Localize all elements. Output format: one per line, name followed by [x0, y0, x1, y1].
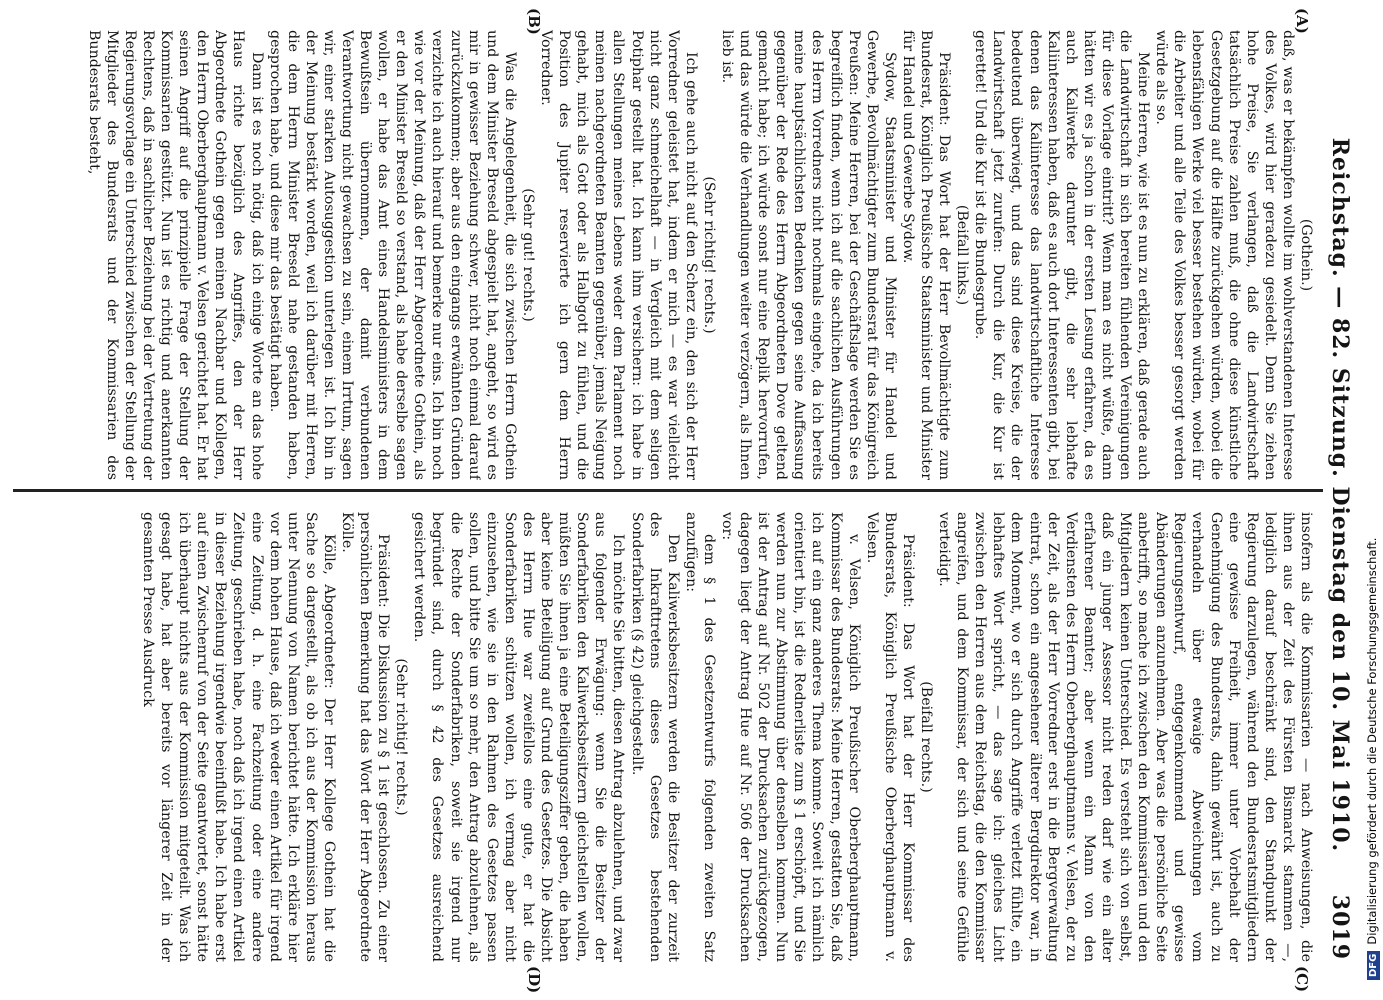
interjection: (Beifall links.)	[954, 204, 971, 306]
margin-marker-d: (D)	[525, 966, 543, 994]
paragraph-koelle: Kölle, Abgeordneter: Der Herr Kollege Gothein hat die Sache so dargestellt, als ob ich aus der Kommission heraus unter Nennung von Namen berichtet hätte. Ich erkläre hier vor dem hohen Hause, daß ich weder einen Artikel für irgend eine Zeitung, d. h. eine Fachzeitung oder eine andere Zeitung, geschrieben habe, noch daß ich irgend einen Artikel in dieser Beziehung irgendwie beeinflußt habe. Ich habe erst auf einen Zwischenruf von der Seite geantwortet, sonst hätte ich überhaupt nichts aus der Kommission mitgeteilt. Was ich gesagt habe, hat aber bereits vor längerer Zeit in der gesamten Presse Ausdruck	[140, 512, 337, 962]
paragraph-sydow: Sydow, Staatsminister und Minister für Handel und Gewerbe, Bevollmächtigter zum Bundesrat für das Königreich Preußen: Meine Herren, bei der Geschäftslage werden Sie es begreiflich finden, wenn ich auf die sachlichen Ausführungen des Herrn Vorredners nicht nochmals eingehe, da ich bereits meine hauptsächlichsten Bedenken gegen seine Auffassung gegenüber der Rede des Herrn Abgeordneten Dove geltend gemacht habe; ich würde sonst nur eine Replik hervorrufen, und das würde die Verhandlungen weiter verzögern, als Ihnen lieb ist.	[719, 30, 898, 480]
paragraph-president: Präsident: Das Wort hat der Herr Bevollmächtigte zum Bundesrat, Königlich Preußische Staatsminister und Minister für Handel und Gewerbe Sydow.	[899, 30, 953, 480]
interjection: (Sehr richtig! rechts.)	[393, 658, 410, 816]
paragraph: Ich gehe auch nicht auf den Scherz ein, den sich der Herr Vorredner geleistet hat, indem er mich — es war vielleicht nicht ganz schmeichelhaft — in Vergleich mit dem seligen Potiphar gestellt hat. Ich kann ihm versichern: ich habe in allen Stellungen meines Lebens weder dem Parlament noch meinen nachgeordneten Beamten gegenüber, jemals Neigung gehabt, mich als Gott oder als Halbgott zu fühlen, und die Position des Jupiter reservierte ich gern dem Herrn Vorredner.	[538, 30, 699, 480]
paragraph: daß, was er bekämpfen wollte im wohlverstandenen Interesse des Volkes, wird hier geradezu gesiedelt. Denn Sie ziehen hohe Preise, Sie verlangen, daß die Landwirtschaft tatsächlich Preise zahlen muß, die ohne diese künstliche Gesetzgebung auf die Hälfte zurückgehen würden, wobei die lebensfähigen Werke viel besser bestehen würden, wobei für die Arbeiter und alle Teile des Volkes besser gesorgt werden würde als so.	[1153, 30, 1296, 480]
paragraph-velsen: v. Velsen, Königlich Preußischer Oberberghauptmann, Kommissar des Bundesrats: Meine Herren, gestatten Sie, daß ich auf ein ganz anderes Thema komme. Soweit ich nämlich orientiert bin, ist die Rednerliste zum § 1 erschöpft, und Sie werden nun zur Abstimmung über denselben kommen. Nun ist der Antrag auf Nr. 502 der Drucksachen zurückgezogen, dagegen liegt der Antrag Hue auf Nr. 506 der Drucksachen vor:	[719, 512, 862, 962]
column-divider	[13, 489, 1323, 492]
interjection: (Sehr richtig! rechts.)	[700, 176, 717, 334]
paragraph: Dann ist es noch nötig, daß ich einige Worte an das hohe Haus richte bezüglich des Angriffes, den der Herr Abgeordnete Gothein gegen meinen Nachbar und Kollegen, den Herrn Oberberghauptmann v. Velsen gerichtet hat. Er hat seinen Angriff auf die prinzipielle Frage der Stellung der Kommissarien gestützt. Nun ist es richtig und anerkannten Rechtens, daß in sachlicher Beziehung bei der Vertretung der Regierungsvorlage ein Unterschied zwischen der Stellung der Mitglieder des Bundesrats und der Kommissarien des Bundesrats besteht,	[85, 30, 265, 480]
paragraph: insofern als die Kommissarien — nach Anweisungen, die ihnen aus der Zeit des Fürsten Bismarck stammen —, lediglich darauf beschränkt sind, den Standpunkt der Regierung darzulegen, während den Bundesratsmitgliedern eine gewisse Freiheit, immer unter Vorbehalt der Genehmigung des Bundesrats, dahin gewährt ist, auch zu verhandeln über etwaige Abweichungen vom Regierungsentwurf, entgegenkommend und gewisse Abänderungen anzunehmen. Aber was die persönliche Seite anbetrifft, so mache ich zwischen den Kommissarien und den Mitgliedern keinen Unterschied. Es versteht sich von selbst, daß ein junger Assessor nicht reden darf wie ein alter erfahrener Beamter; aber wenn ein Mann von den Verdiensten des Herrn Oberberghauptmanns v. Velsen, der zu der Zeit, als der Herr Vorredner erst in die Bergverwaltung eintrat, schon ein angesehener älterer Bergdirektor war, in dem Moment, wo er sich durch Angriffe verletzt fühlte, ein lebhaftes Wort spricht, — das sage ich: gleiches Licht zwischen den Herren aus dem Reichstag, die den Kommissar angreifen, und dem Kommissar, der sich und seine Gefühle verteidigt.	[936, 512, 1314, 962]
margin-marker-a: (A)	[1293, 8, 1311, 34]
paragraph: Meine Herren, wie ist es nun zu erklären, daß gerade auch die Landwirtschaft in sich bereiten fühlenden Vereinigungen für diese Vorlage eintritt? Wenn man es nicht wüßte, dann hätten wir es ja schon in der ersten Lesung erfahren, da es auch Kaliwerke darunter gibt, die sehr lebhafte Kaliinteressen haben, daß es auch dort Interessenten gibt, bei denen das Kaliinteresse das landwirtschaftliche Interesse bedeutend überwiegt, und das sind diese Kreise, die der Landwirtschaft jetzt zurufen: Durch die Kur, die Kur ist gerettet! Und die Kur ist die Bundesgrube.	[972, 30, 1152, 480]
paragraph: Was die Angelegenheit, die sich zwischen Herrn Gothein und dem Minister Breseld abgespielt hat, angeht, so wird es mir in gewisser Beziehung schwer, nicht noch einmal darauf zurückzukommen; aber aus den eingangs erwähnten Gründen verzichte ich auch hierauf und bemerke nur eins. Ich bin noch wie vor der Meinung, daß der Herr Abgeordnete Gothein, als er den Minister Breseld so verstand, als habe derselbe sagen wollen, er habe das Amt eines Handelsministers in dem Bewußtsein übernommen, der damit verbundenen Verantwortung nicht gewachsen zu sein, einem Irrtum, sagen wir, einer starken Autosuggestion unterlegen ist. Ich bin in der Meinung bestärkt worden, weil ich darüber mit Herren, die dem Herrn Minister Breseld nahe gestanden haben, gesprochen habe, und diese mir das bestätigt haben.	[266, 30, 518, 480]
right-column	[15, 512, 1315, 962]
footer-text	[1365, 20, 1383, 980]
paragraph: Ich möchte Sie bitten, diesen Antrag abzulehnen, und zwar aus folgender Erwägung: wenn Sie die Besitzer der Sonderfabriken den Kaliwerksbesitzern gleichstellen wollen, müßten Sie ihnen ja eine Beteiligungsziffer geben, die haben aber keine Beteiligung auf Grund des Gesetzes. Die Absicht des Herrn Hue war zweifellos eine gute, er hat die Sonderfabriken schützen wollen, ich vermag aber nicht einzusehen, wie sie in den Rahmen des Gesetzes passen sollen, und bitte Sie um so mehr, den Antrag abzulehnen, als die Rechte der Sonderfabriken, soweit sie irgend nur begründet sind, durch § 42 des Gesetzes ausreichend gesichert werden.	[411, 512, 627, 962]
funding-note: Digitalisierung gefördert durch die Deutsche Forschungsgemeinschaft.	[1365, 537, 1379, 945]
footer-strip	[1361, 0, 1383, 1000]
interjection: (Sehr gut! rechts.)	[519, 188, 536, 322]
speaker-reference: (Gothein.)	[1298, 218, 1314, 292]
interjection: (Beifall rechts.)	[918, 681, 935, 793]
motion-quote: Den Kaliwerksbesitzern werden die Besitzer der zurzeit des Inkrafttretens dieses Gesetzes bestehenden Sonderfabriken (§ 42) gleichgestellt.	[628, 512, 681, 962]
left-column	[10, 30, 1315, 480]
page-header	[1313, 30, 1353, 960]
margin-marker-b: (B)	[525, 8, 543, 35]
paragraph-president: Präsident: Die Diskussion zu § 1 ist geschlossen. Zu einer persönlichen Bemerkung hat das Wort der Herr Abgeordnete Kölle.	[339, 512, 392, 962]
page-number: 3019	[1327, 894, 1353, 960]
dfg-logo: DFG	[1367, 951, 1380, 980]
motion-text: dem § 1 des Gesetzentwurfs folgenden zweiten Satz anzufügen:	[682, 512, 717, 962]
paragraph-president: Präsident: Das Wort hat der Herr Kommissar des Bundesrats, Königlich Preußische Oberberghauptmann v. Velsen.	[863, 512, 916, 962]
header-title: Reichstag. — 82. Sitzung. Dienstag den 10. Mai 1910.	[1327, 137, 1353, 853]
margin-marker-c: (C)	[1293, 966, 1311, 993]
